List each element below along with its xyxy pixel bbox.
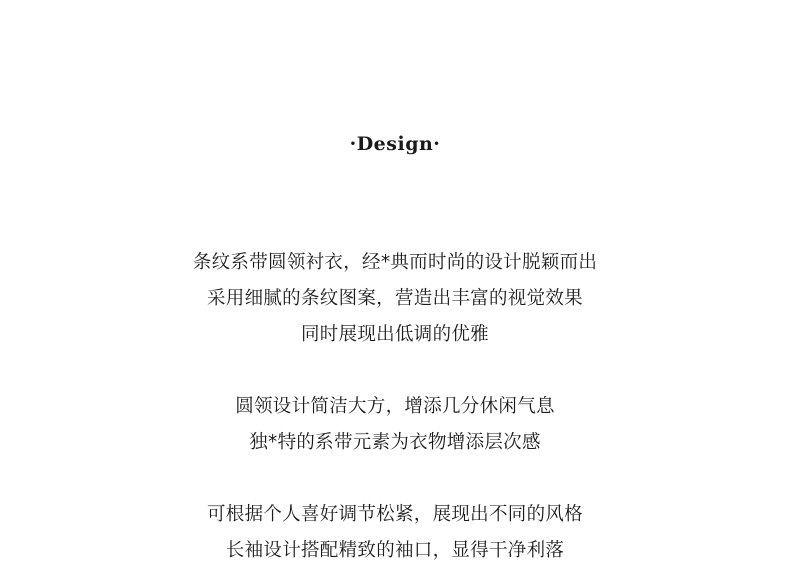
description-paragraph <box>0 245 790 353</box>
description-paragraph <box>0 389 790 461</box>
description-line: 长袖设计搭配精致的袖口，显得干净利落 <box>225 540 565 561</box>
description-line: 独*特的系带元素为衣物增添层次感 <box>249 432 541 453</box>
description-paragraph <box>0 497 790 569</box>
design-heading: ·Design· <box>349 133 441 155</box>
description-line: 条纹系带圆领衬衣，经*典而时尚的设计脱颖而出 <box>192 252 598 273</box>
description-line: 可根据个人喜好调节松紧，展现出不同的风格 <box>206 504 583 525</box>
description-line: 采用细腻的条纹图案，营造出丰富的视觉效果 <box>206 288 583 309</box>
description-line: 圆领设计简洁大方，增添几分休闲气息 <box>235 396 555 417</box>
description-line: 同时展现出低调的优雅 <box>300 324 489 345</box>
